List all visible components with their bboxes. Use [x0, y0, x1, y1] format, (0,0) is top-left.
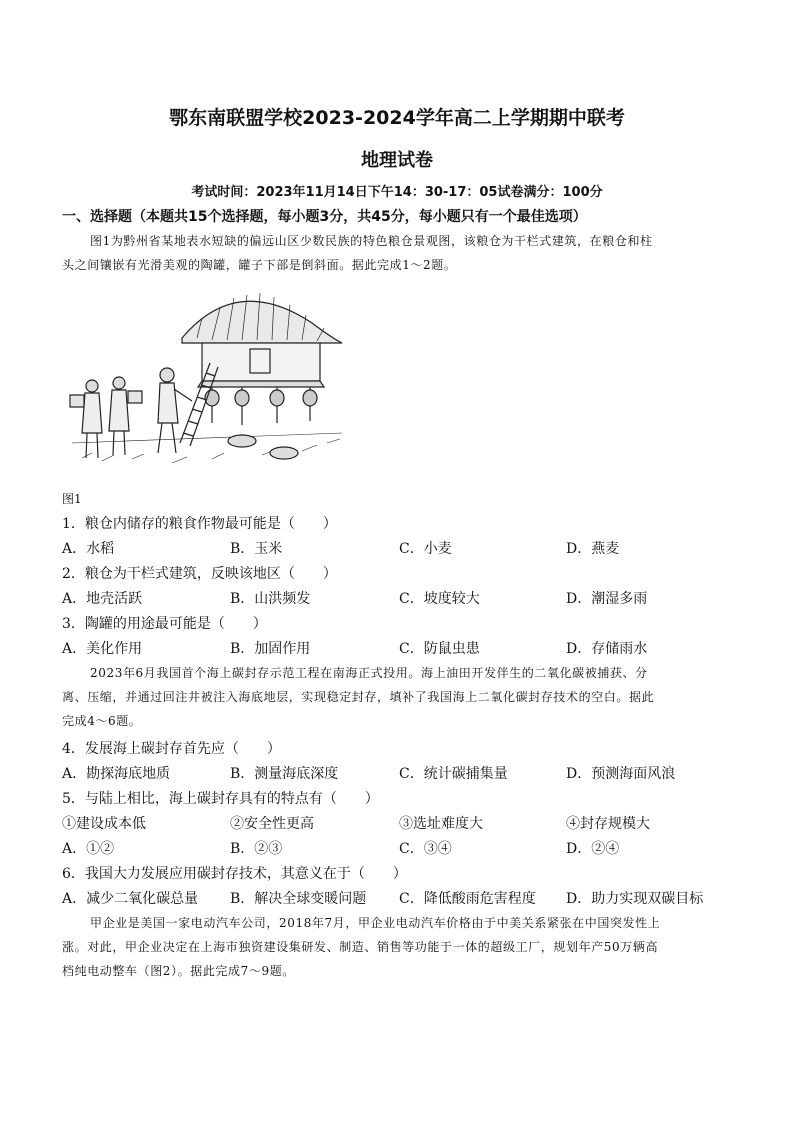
question-5-statement-1: ①建设成本低	[62, 816, 146, 832]
question-3-stem: 3．陶罐的用途最可能是（ ）	[62, 616, 267, 632]
question-5-stem: 5．与陆上相比，海上碳封存具有的特点有（ ）	[62, 791, 379, 807]
exam-title: 鄂东南联盟学校2023-2024学年高二上学期期中联考	[169, 107, 625, 129]
question-6-option-c[interactable]: C．降低酸雨危害程度	[399, 891, 536, 907]
question-1-option-c[interactable]: C．小麦	[399, 541, 452, 557]
question-3-option-d[interactable]: D．存储雨水	[566, 641, 648, 657]
intro-line: 涨。对此，甲企业决定在上海市独资建设集研发、制造、销售等功能于一体的超级工厂，规划年产50万辆高	[62, 940, 659, 954]
question-5-statement-4: ④封存规模大	[566, 816, 650, 832]
intro-line: 完成4～6题。	[62, 714, 142, 728]
intro-paragraph-1-2	[62, 229, 742, 277]
question-5-option-c[interactable]: C．③④	[399, 841, 452, 857]
intro-paragraph-7-9	[62, 911, 742, 983]
question-1-stem: 1．粮仓内储存的粮食作物最可能是（ ）	[62, 516, 337, 532]
question-5-statement-2: ②安全性更高	[230, 816, 314, 832]
intro-line: 离、压缩，并通过回注井被注入海底地层，实现稳定封存，填补了我国海上二氧化碳封存技术的空白。据此	[62, 690, 655, 704]
question-3-option-a[interactable]: A．美化作用	[62, 641, 143, 657]
question-6-option-b[interactable]: B．解决全球变暖问题	[230, 891, 367, 907]
question-1-option-b[interactable]: B．玉米	[230, 541, 283, 557]
figure-1-granary-illustration	[62, 283, 352, 478]
question-5-statement-3: ③选址难度大	[399, 816, 483, 832]
exam-info: 考试时间：2023年11月14日下午14：30-17：05试卷满分：100分	[191, 185, 603, 200]
intro-line: 头之间镶嵌有光滑美观的陶罐，罐子下部是倒斜面。据此完成1～2题。	[62, 258, 457, 272]
question-1-option-a[interactable]: A．水稻	[62, 541, 115, 557]
intro-line: 2023年6月我国首个海上碳封存示范工程在南海正式投用。海上油田开发伴生的二氧化碳被捕获、分	[90, 666, 648, 680]
question-3-option-c[interactable]: C．防鼠虫患	[399, 641, 480, 657]
question-6-stem: 6．我国大力发展应用碳封存技术，其意义在于（ ）	[62, 866, 407, 882]
question-2-stem: 2．粮仓为干栏式建筑，反映该地区（ ）	[62, 566, 337, 582]
question-6-option-a[interactable]: A．减少二氧化碳总量	[62, 891, 199, 907]
question-5-option-b[interactable]: B．②③	[230, 841, 283, 857]
intro-line: 甲企业是美国一家电动汽车公司，2018年7月，甲企业电动汽车价格由于中美关系紧张在中国突发性上	[90, 916, 661, 930]
question-4-option-a[interactable]: A．勘探海底地质	[62, 766, 171, 782]
question-4-option-c[interactable]: C．统计碳捕集量	[399, 766, 508, 782]
section-heading: 一、选择题（本题共15个选择题，每小题3分，共45分，每小题只有一个最佳选项）	[62, 209, 587, 225]
exam-subject: 地理试卷	[361, 150, 433, 171]
intro-line: 图1为黔州省某地表水短缺的偏远山区少数民族的特色粮仓景观图，该粮仓为干栏式建筑，在粮仓和柱	[90, 234, 653, 248]
question-4-stem: 4．发展海上碳封存首先应（ ）	[62, 741, 281, 757]
intro-line: 档纯电动整车（图2）。据此完成7～9题。	[62, 964, 295, 978]
question-2-option-d[interactable]: D．潮湿多雨	[566, 591, 648, 607]
intro-paragraph-4-6	[62, 661, 742, 733]
question-2-option-b[interactable]: B．山洪频发	[230, 591, 311, 607]
question-6-option-d[interactable]: D．助力实现双碳目标	[566, 891, 704, 907]
question-5-option-a[interactable]: A．①②	[62, 841, 115, 857]
question-3-option-b[interactable]: B．加固作用	[230, 641, 311, 657]
question-4-option-d[interactable]: D．预测海面风浪	[566, 766, 676, 782]
question-2-option-c[interactable]: C．坡度较大	[399, 591, 480, 607]
question-4-option-b[interactable]: B．测量海底深度	[230, 766, 339, 782]
figure-1-caption: 图1	[62, 492, 82, 506]
granary-drawing	[62, 283, 352, 478]
question-5-option-d[interactable]: D．②④	[566, 841, 620, 857]
question-2-option-a[interactable]: A．地壳活跃	[62, 591, 143, 607]
question-1-option-d[interactable]: D．燕麦	[566, 541, 620, 557]
